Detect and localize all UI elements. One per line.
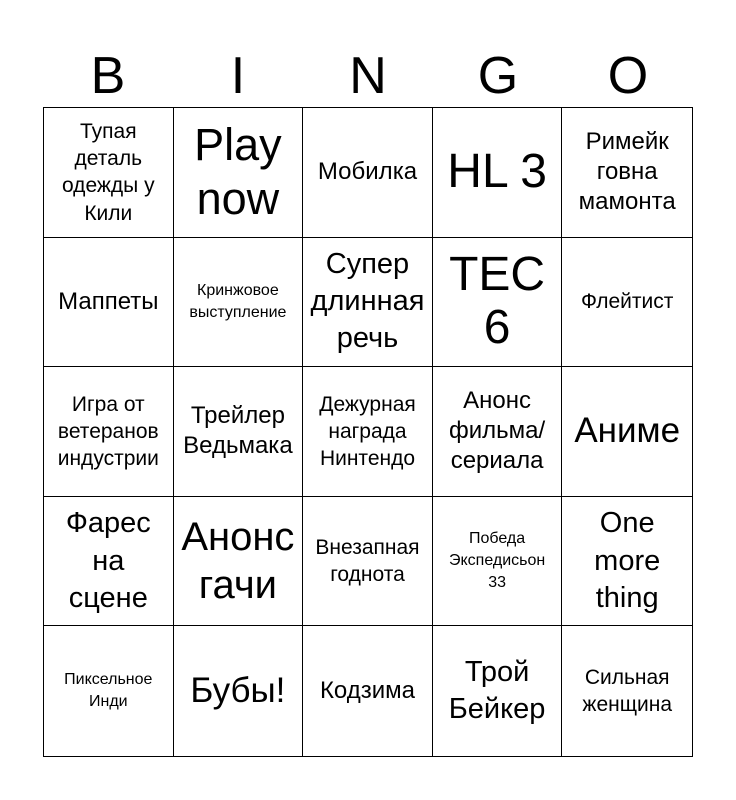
- bingo-cell[interactable]: [44, 367, 174, 497]
- cell-text: Флейтист: [580, 290, 674, 314]
- cell-text: Трой Бейкер: [448, 656, 546, 726]
- bingo-cell[interactable]: [433, 367, 563, 497]
- header-letter-g: G: [477, 47, 519, 105]
- cell-text: Римейк говна мамонта: [578, 128, 676, 216]
- header-letter-b: B: [90, 47, 126, 105]
- bingo-cell[interactable]: [562, 108, 692, 238]
- cell-text: Мобилка: [317, 158, 418, 186]
- cell-text: Тупая деталь одежды у Кили: [61, 119, 155, 225]
- cell-text: One more thing: [594, 507, 661, 614]
- cell-text: Внезапная годнота: [315, 535, 420, 587]
- cell-text: Аниме: [574, 411, 681, 451]
- bingo-cell[interactable]: [174, 238, 304, 368]
- bingo-cell[interactable]: [174, 497, 304, 627]
- header-letter-i: I: [230, 47, 246, 105]
- cell-text: Фарес на сцене: [65, 507, 151, 614]
- bingo-board: [43, 107, 693, 757]
- cell-text: Кринжовое выступление: [189, 281, 287, 321]
- bingo-cell[interactable]: [303, 108, 433, 238]
- cell-text: Анонс гачи: [181, 515, 295, 608]
- cell-text: Бубы!: [190, 671, 286, 711]
- bingo-cell[interactable]: [433, 238, 563, 368]
- bingo-cell[interactable]: [433, 497, 563, 627]
- header-letter-n: N: [349, 47, 387, 105]
- bingo-cell[interactable]: [44, 497, 174, 627]
- bingo-cell[interactable]: [303, 367, 433, 497]
- cell-text: Победа Экспедисьон 33: [448, 529, 546, 592]
- bingo-cell[interactable]: [174, 367, 304, 497]
- bingo-cell[interactable]: [562, 238, 692, 368]
- bingo-cell[interactable]: [562, 626, 692, 756]
- cell-text: Пиксельное Инди: [64, 670, 153, 711]
- bingo-cell[interactable]: [44, 626, 174, 756]
- bingo-cell[interactable]: [44, 238, 174, 368]
- cell-text: Трейлер Ведьмака: [183, 402, 293, 460]
- cell-text: HL 3: [447, 144, 547, 198]
- bingo-header: [43, 40, 693, 108]
- cell-text: Сильная женщина: [582, 665, 672, 717]
- bingo-cell[interactable]: [562, 497, 692, 627]
- bingo-cell[interactable]: [433, 626, 563, 756]
- cell-text: Маппеты: [58, 287, 159, 315]
- bingo-cell[interactable]: [44, 108, 174, 238]
- bingo-cell[interactable]: [174, 626, 304, 756]
- bingo-cell[interactable]: [433, 108, 563, 238]
- cell-text: Анонс фильма/ сериала: [449, 387, 546, 475]
- cell-text: Кодзима: [319, 677, 416, 705]
- header-letter-o: O: [607, 47, 649, 105]
- cell-text: Play now: [194, 119, 282, 225]
- cell-text: Дежурная награда Нинтендо: [319, 392, 416, 471]
- cell-text: TEC 6: [449, 248, 546, 354]
- bingo-cell[interactable]: [562, 367, 692, 497]
- bingo-cell[interactable]: [303, 497, 433, 627]
- bingo-cell[interactable]: [303, 238, 433, 368]
- cell-text: Игра от ветеранов индустрии: [57, 392, 159, 471]
- bingo-cell[interactable]: [303, 626, 433, 756]
- bingo-cell[interactable]: [174, 108, 304, 238]
- cell-text: Супер длинная речь: [310, 248, 425, 355]
